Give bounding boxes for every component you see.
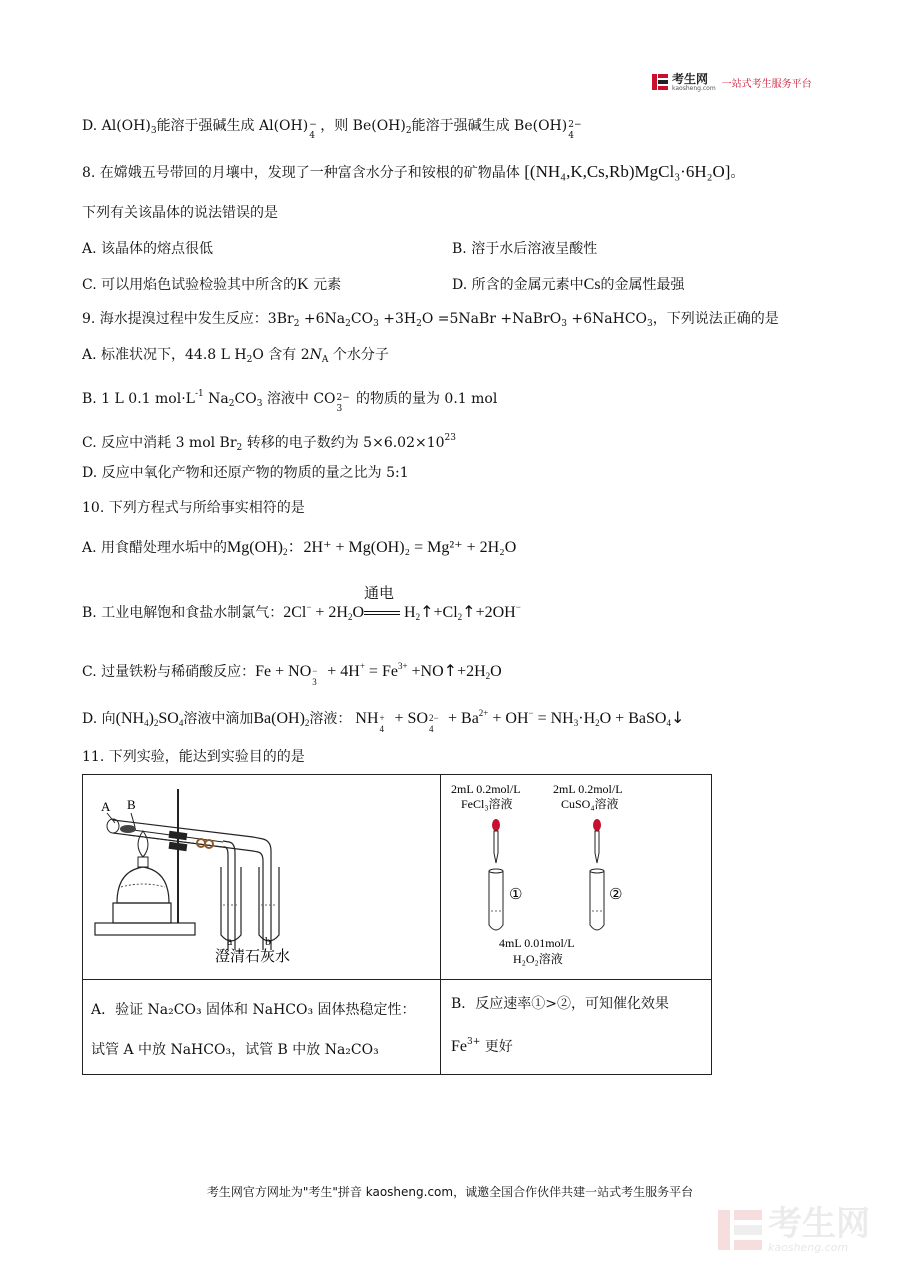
label-circle-2: ② bbox=[609, 885, 623, 903]
label-B: B bbox=[127, 797, 136, 812]
q11-option-b-line1: B．反应速率①>②，可知催化效果 bbox=[451, 996, 670, 1012]
svg-text:4mL 0.01mol/L: 4mL 0.01mol/L bbox=[499, 936, 575, 950]
kaosheng-logo-icon bbox=[652, 72, 668, 92]
q9-option-b: B. 1 L 0.1 $mol\cdot L^{-1}$ $Na_2CO_3$ 溶液中 CO 2− 3 的物质的量为 0.1 mol bbox=[82, 389, 498, 414]
brand-slogan: 一站式考生服务平台 bbox=[721, 78, 812, 90]
dropper-1 bbox=[494, 831, 498, 863]
svg-text:FeCl₃溶液: FeCl₃溶液 bbox=[461, 797, 513, 811]
q11-option-a-line2: 试管 A 中放 NaHCO₃，试管 B 中放 Na₂CO₃ bbox=[91, 1042, 379, 1058]
test-tube-2 bbox=[590, 871, 604, 930]
label-circle-1: ① bbox=[509, 885, 523, 903]
dropper-bulb-2 bbox=[593, 819, 601, 831]
q10-option-c: C. 过量铁粉与稀硝酸反应：Fe + NO − 3 + $4H^+ = Fe^{3+}$ $+NO↑+2H_2O$ bbox=[82, 661, 502, 688]
svg-text:H₂O₂溶液: H₂O₂溶液 bbox=[513, 952, 563, 966]
burner-block bbox=[113, 903, 171, 923]
q8-formula: [(NH₄,K,Cs,Rb)MgCl₃·6H₂O] bbox=[524, 162, 731, 181]
dropper-2 bbox=[595, 831, 599, 863]
q9-option-a: A. 标准状况下，44.8 L $H_2O$ 含有 $2N_A$ 个水分子 bbox=[82, 347, 389, 365]
q9-option-d: D. 反应中氧化产物和还原产物的物质的量之比为 5:1 bbox=[82, 465, 409, 481]
q11-table bbox=[82, 774, 712, 1075]
brand-logo[interactable] bbox=[652, 72, 812, 92]
fig-b-cell bbox=[441, 775, 712, 980]
q8-stem: 8. 在嫦娥五号带回的月壤中，发现了一种富含水分子和铵根的矿物晶体 [(NH₄,K,Cs,Rb)MgCl₃·6H₂O]。 bbox=[82, 162, 745, 181]
watermark bbox=[718, 1203, 870, 1254]
q7-option-d: D. $Al(OH)_3$能溶于强碱生成 Al(OH) − 4 ，则 $Be(OH)_2$能溶于强碱生成 Be(OH) 2− 4 bbox=[82, 118, 582, 141]
brand-domain: kaosheng.com bbox=[672, 84, 716, 92]
watermark-text: 考生网 bbox=[768, 1203, 870, 1244]
q8-stem-2: 下列有关该晶体的说法错误的是 bbox=[82, 205, 278, 221]
fig-a-cell bbox=[83, 775, 441, 980]
alcohol-lamp bbox=[117, 867, 169, 903]
flame bbox=[138, 831, 148, 857]
svg-text:2mL 0.2mol/L: 2mL 0.2mol/L bbox=[553, 782, 623, 796]
test-tube-a bbox=[221, 867, 241, 941]
stand-base bbox=[95, 923, 195, 935]
label-b: b bbox=[265, 934, 271, 948]
q11-option-a-line1: A．验证 Na₂CO₃ 固体和 NaHCO₃ 固体热稳定性： bbox=[91, 1002, 416, 1018]
q10-option-a: A. 用食醋处理水垢中的$Mg(OH)_2$：2H⁺ + Mg(OH)₂ = Mg²⁺ + 2H₂O bbox=[82, 539, 517, 557]
q9-stem: 9. 海水提溴过程中发生反应：$3Br_2 +6Na_2CO_3 +3H_2O$ =5NaBr +NaBrO$_3$ +6NaHCO$_3$，下列说法正确的是 bbox=[82, 311, 779, 329]
q9-option-c: C. 反应中消耗 3 mol $Br_2$ 转移的电子数约为 $5\times 6.02\times 10^{23}$ bbox=[82, 433, 456, 453]
test-tube-1 bbox=[489, 871, 503, 930]
q10-stem: 10. 下列方程式与所给事实相符的是 bbox=[82, 500, 305, 516]
q10-option-d: D. 向$(NH_4)_2SO_4$溶液中滴加$Ba(OH)_2$溶液： NH + 4 + SO 2− 4 + $Ba^{2+} + OH^- = NH_3\cdot H_2O$ + BaSO$_4$↓ bbox=[82, 708, 685, 735]
q8-option-d: D. 所含的金属元素中Cs的金属性最强 bbox=[452, 276, 685, 293]
q8-option-a: A. 该晶体的熔点很低 bbox=[82, 241, 214, 257]
option-b-cell bbox=[441, 980, 712, 1075]
q8-option-c: C. 可以用焰色试验检验其中所含的K 元素 bbox=[82, 276, 342, 293]
svg-text:2mL 0.2mol/L: 2mL 0.2mol/L bbox=[451, 782, 521, 796]
brand-name: 考生网 bbox=[672, 71, 709, 86]
option-a-cell bbox=[83, 980, 441, 1075]
label-a: a bbox=[227, 934, 233, 948]
q10-option-b: B. 工业电解饱和食盐水制氯气：$2Cl^- + 2H_2O$ 通电 $H_2↑+Cl_2↑+2OH^-$ bbox=[82, 584, 521, 622]
q11-option-b-line2: $Fe^{3+}$ 更好 bbox=[451, 1037, 513, 1055]
dropper-bulb-1 bbox=[492, 819, 500, 831]
footer-text: 考生网官方网址为"考生"拼音 kaosheng.com，诚邀全国合作伙伴共建一站式考生服务平台 bbox=[206, 1185, 694, 1199]
watermark-domain: kaosheng.com bbox=[768, 1240, 849, 1254]
svg-text:CuSO₄溶液: CuSO₄溶液 bbox=[561, 797, 619, 811]
watermark-logo-icon bbox=[718, 1206, 762, 1254]
q11-stem: 11. 下列实验，能达到实验目的的是 bbox=[82, 749, 305, 765]
heating-apparatus-diagram bbox=[83, 775, 440, 975]
caption-limewater: 澄清石灰水 bbox=[215, 947, 291, 965]
test-tube-b bbox=[259, 867, 279, 941]
catalyst-experiment-diagram bbox=[441, 775, 711, 975]
label-A: A bbox=[101, 799, 111, 814]
q8-option-b: B. 溶于水后溶液呈酸性 bbox=[452, 241, 598, 257]
